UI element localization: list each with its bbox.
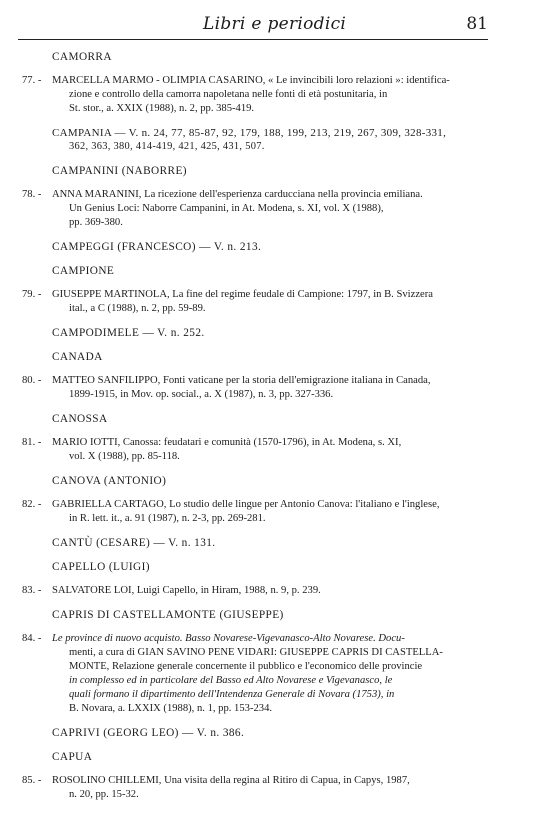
bibliography-entry	[0, 498, 482, 526]
header-rule	[18, 39, 488, 40]
bibliography-entry	[0, 436, 482, 464]
subject-heading: CANTÙ (CESARE) — V. n. 131.	[52, 537, 216, 549]
entry-number: 84. -	[22, 633, 42, 644]
entry-number: 79. -	[22, 289, 42, 300]
entry-line: ROSOLINO CHILLEMI, Una visita della regina al Ritiro di Capua, in Capys, 1987,	[52, 775, 410, 786]
entry-line: B. Novara, a. LXXIX (1988), n. 1, pp. 153-234.	[69, 703, 273, 714]
entry-number: 78. -	[22, 189, 42, 200]
entry-number: 80. -	[22, 375, 42, 386]
bibliography-entry	[0, 288, 482, 316]
entry-line: in R. lett. it., a. 91 (1987), n. 2-3, pp. 269-281.	[69, 513, 266, 524]
bibliography-entry	[0, 374, 482, 402]
bibliography-list	[0, 50, 550, 802]
entry-line: n. 20, pp. 15-32.	[69, 789, 139, 800]
subject-heading: CAMPODIMELE — V. n. 252.	[52, 327, 205, 339]
subject-heading: CANADA	[52, 351, 103, 363]
running-header	[18, 14, 488, 36]
page-number: 81	[466, 14, 488, 34]
bibliography-entry	[0, 584, 482, 598]
entry-line: zione e controllo della camorra napoletana nelle fonti di età postunitaria, in	[69, 89, 388, 100]
entry-number: 83. -	[22, 585, 42, 596]
entry-line: St. stor., a. XXIX (1988), n. 2, pp. 385-419.	[69, 103, 255, 114]
bibliography-entry	[0, 188, 482, 230]
subject-heading: CAPRIVI (GEORG LEO) — V. n. 386.	[52, 727, 245, 739]
entry-line: MARIO IOTTI, Canossa: feudatari e comunità (1570-1796), in At. Modena, s. XI,	[52, 437, 402, 448]
entry-line: quali formano il dipartimento dell'Intendenza Generale di Novara (1753), in	[69, 689, 395, 700]
entry-line: ital., a C (1988), n. 2, pp. 59-89.	[69, 303, 206, 314]
subject-heading: CAMORRA	[52, 51, 112, 63]
bibliography-entry	[0, 632, 482, 716]
entry-number: 77. -	[22, 75, 42, 86]
entry-line: Un Genius Loci: Naborre Campanini, in At. Modena, s. XI, vol. X (1988),	[69, 203, 384, 214]
crossref-line: CAMPANIA — V. n. 24, 77, 85-87, 92, 179, 188, 199, 213, 219, 267, 309, 328-331,	[52, 127, 447, 139]
entry-line: Le province di nuovo acquisto. Basso Novarese-Vigevanasco-Alto Novarese. Docu-	[52, 633, 405, 644]
entry-line: SALVATORE LOI, Luigi Capello, in Hiram, 1988, n. 9, p. 239.	[52, 585, 321, 596]
entry-line: 1899-1915, in Mov. op. social., a. X (1987), n. 3, pp. 327-336.	[69, 389, 334, 400]
subject-heading: CAPRIS DI CASTELLAMONTE (GIUSEPPE)	[52, 609, 284, 621]
entry-line: ANNA MARANINI, La ricezione dell'esperienza carducciana nella provincia emiliana.	[52, 189, 423, 200]
entry-line: MATTEO SANFILIPPO, Fonti vaticane per la storia dell'emigrazione italiana in Canada,	[52, 375, 431, 386]
crossref-line: 362, 363, 380, 414-419, 421, 425, 431, 507.	[69, 141, 265, 152]
cross-reference	[52, 126, 487, 154]
entry-line: pp. 369-380.	[69, 217, 123, 228]
entry-number: 82. -	[22, 499, 42, 510]
entry-line: vol. X (1988), pp. 85-118.	[69, 451, 180, 462]
bibliography-entry	[0, 74, 482, 116]
entry-line: GABRIELLA CARTAGO, Lo studio delle lingue per Antonio Canova: l'italiano e l'inglese,	[52, 499, 440, 510]
bibliography-entry	[0, 774, 482, 802]
entry-number: 85. -	[22, 775, 42, 786]
subject-heading: CAMPANINI (NABORRE)	[52, 165, 187, 177]
subject-heading: CAPELLO (LUIGI)	[52, 561, 150, 573]
subject-heading: CAPUA	[52, 751, 93, 763]
entry-line: GIUSEPPE MARTINOLA, La fine del regime feudale di Campione: 1797, in B. Svizzera	[52, 289, 433, 300]
entry-line: in complesso ed in particolare del Basso ed Alto Novarese e Vigevanasco, le	[69, 675, 393, 686]
entry-line: menti, a cura di GIAN SAVINO PENE VIDARI: GIUSEPPE CAPRIS DI CASTELLA-	[69, 647, 443, 658]
subject-heading: CAMPEGGI (FRANCESCO) — V. n. 213.	[52, 241, 262, 253]
subject-heading: CAMPIONE	[52, 265, 115, 277]
entry-line: MONTE, Relazione generale concernente il pubblico e l'economico delle provincie	[69, 661, 423, 672]
subject-heading: CANOSSA	[52, 413, 108, 425]
subject-heading: CANOVA (ANTONIO)	[52, 475, 167, 487]
entry-number: 81. -	[22, 437, 42, 448]
running-title: Libri e periodici	[203, 14, 347, 34]
entry-line: MARCELLA MARMO - OLIMPIA CASARINO, « Le invincibili loro relazioni »: identifica-	[52, 75, 450, 86]
